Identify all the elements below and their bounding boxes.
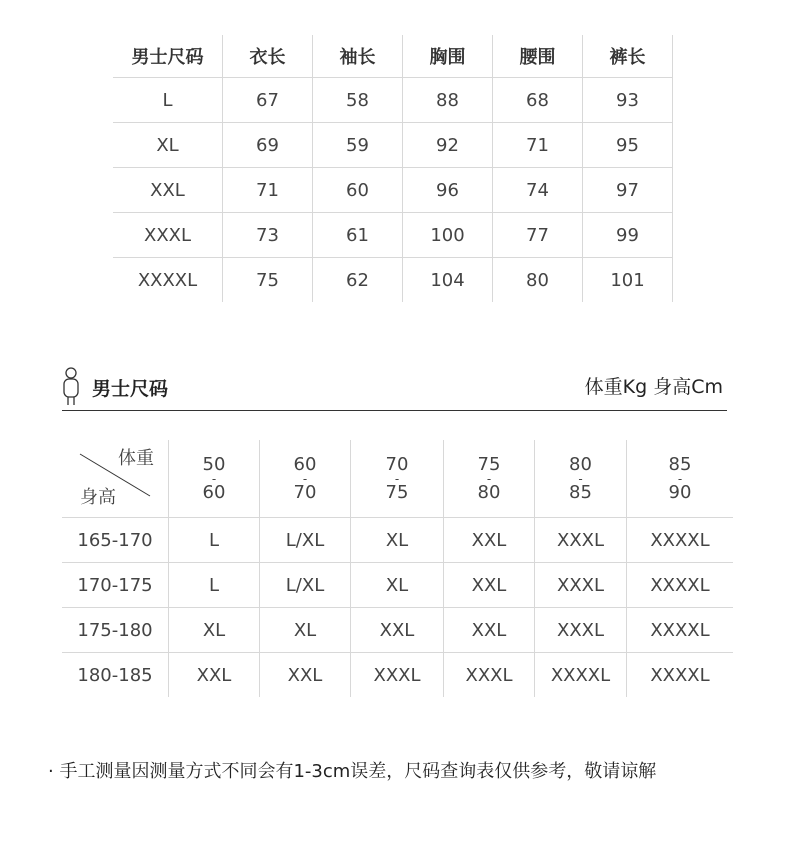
table-cell: 77	[493, 213, 583, 258]
weight-min: 80	[569, 453, 592, 475]
height-range-cell: 165-170	[62, 518, 169, 563]
dash: -	[677, 471, 683, 486]
table-header-row	[62, 440, 733, 518]
size-cell: XXL	[444, 608, 535, 653]
table-row	[62, 563, 733, 608]
size-cell: XL	[351, 518, 444, 563]
size-cell: XXXXL	[627, 608, 734, 653]
disclaimer-note: · 手工测量因测量方式不同会有1-3cm误差，尺码查询表仅供参考，敬请谅解	[48, 761, 657, 782]
weight-max: 85	[569, 481, 592, 503]
table-cell: 92	[403, 123, 493, 168]
section-title: 男士尺码	[92, 378, 169, 400]
table-cell: XXL	[113, 168, 223, 213]
size-measurement-table	[113, 35, 673, 302]
size-cell: XXL	[260, 653, 351, 698]
table-cell: 100	[403, 213, 493, 258]
size-cell: L	[169, 563, 260, 608]
table-cell: 59	[313, 123, 403, 168]
header-cell: 男士尺码	[113, 35, 223, 78]
table-cell: 68	[493, 78, 583, 123]
table-row	[113, 258, 673, 303]
table-cell: 71	[493, 123, 583, 168]
size-cell: L/XL	[260, 518, 351, 563]
size-cell: XXXXL	[535, 653, 627, 698]
table-cell: XXXXL	[113, 258, 223, 303]
table-cell: 69	[223, 123, 313, 168]
table-cell: 95	[583, 123, 673, 168]
size-cell: XXXXL	[627, 563, 734, 608]
table-cell: XXXL	[113, 213, 223, 258]
table-row	[62, 608, 733, 653]
dash: -	[486, 471, 492, 486]
weight-max: 70	[293, 481, 317, 503]
dash: -	[578, 471, 583, 486]
table-row	[113, 123, 673, 168]
table-cell: 75	[223, 258, 313, 303]
size-cell: XXXL	[351, 653, 444, 698]
size-cell: L	[169, 518, 260, 563]
table-cell: 62	[313, 258, 403, 303]
table-cell: 61	[313, 213, 403, 258]
table-header-row	[113, 35, 673, 78]
dash: -	[394, 471, 400, 486]
size-cell: L/XL	[260, 563, 351, 608]
size-cell: XL	[169, 608, 260, 653]
table-cell: 96	[403, 168, 493, 213]
size-cell: XXXL	[535, 608, 627, 653]
height-range-cell: 175-180	[62, 608, 169, 653]
table-cell: 88	[403, 78, 493, 123]
units-label: 体重Kg 身高Cm	[584, 376, 723, 398]
size-cell: XXXL	[444, 653, 535, 698]
weight-min: 70	[385, 453, 409, 475]
table-cell: 97	[583, 168, 673, 213]
weight-range-cell	[260, 440, 351, 518]
table-cell: 58	[313, 78, 403, 123]
table-row	[113, 78, 673, 123]
table-cell: 80	[493, 258, 583, 303]
table-cell: 71	[223, 168, 313, 213]
header-cell: 袖长	[313, 35, 403, 78]
size-cell: XXL	[169, 653, 260, 698]
dash: -	[302, 471, 308, 486]
table-cell: 74	[493, 168, 583, 213]
size-cell: XXXL	[535, 563, 627, 608]
table-row	[113, 213, 673, 258]
header-cell: 衣长	[223, 35, 313, 78]
height-range-cell: 180-185	[62, 653, 169, 698]
header-cell: 胸围	[403, 35, 493, 78]
weight-min: 50	[202, 453, 226, 475]
table-cell: 73	[223, 213, 313, 258]
header-cell: 裤长	[583, 35, 673, 78]
height-range-cell: 170-175	[62, 563, 169, 608]
person-icon	[62, 366, 82, 408]
weight-label: 体重	[118, 448, 154, 469]
size-cell: XXL	[351, 608, 444, 653]
table-row	[113, 168, 673, 213]
dash: -	[211, 471, 217, 486]
weight-min: 75	[477, 453, 501, 475]
size-recommendation-table	[62, 440, 733, 697]
table-cell: L	[113, 78, 223, 123]
table-cell: 60	[313, 168, 403, 213]
weight-max: 90	[668, 481, 692, 503]
weight-max: 60	[202, 481, 226, 503]
weight-min: 60	[293, 453, 317, 475]
header-cell: 腰围	[493, 35, 583, 78]
table-row	[62, 518, 733, 563]
table-cell: 93	[583, 78, 673, 123]
section-header	[62, 366, 727, 411]
weight-max: 75	[385, 481, 409, 503]
size-cell: XL	[260, 608, 351, 653]
size-cell: XXL	[444, 563, 535, 608]
weight-range-cell	[444, 440, 535, 518]
weight-max: 80	[477, 481, 501, 503]
weight-min: 85	[668, 453, 692, 475]
size-cell: XXL	[444, 518, 535, 563]
size-cell: XXXL	[535, 518, 627, 563]
size-cell: XL	[351, 563, 444, 608]
table-cell: 104	[403, 258, 493, 303]
height-label: 身高	[80, 487, 116, 508]
table-row	[62, 653, 733, 698]
table-cell: 99	[583, 213, 673, 258]
table-cell: 67	[223, 78, 313, 123]
weight-range-cell	[535, 440, 627, 518]
weight-range-cell	[627, 440, 734, 518]
corner-cell	[62, 440, 169, 518]
table-cell: XL	[113, 123, 223, 168]
size-cell: XXXXL	[650, 664, 710, 686]
size-cell: XXXXL	[627, 518, 734, 563]
weight-range-cell	[351, 440, 444, 518]
weight-range-cell	[169, 440, 260, 518]
table-cell: 101	[583, 258, 673, 303]
